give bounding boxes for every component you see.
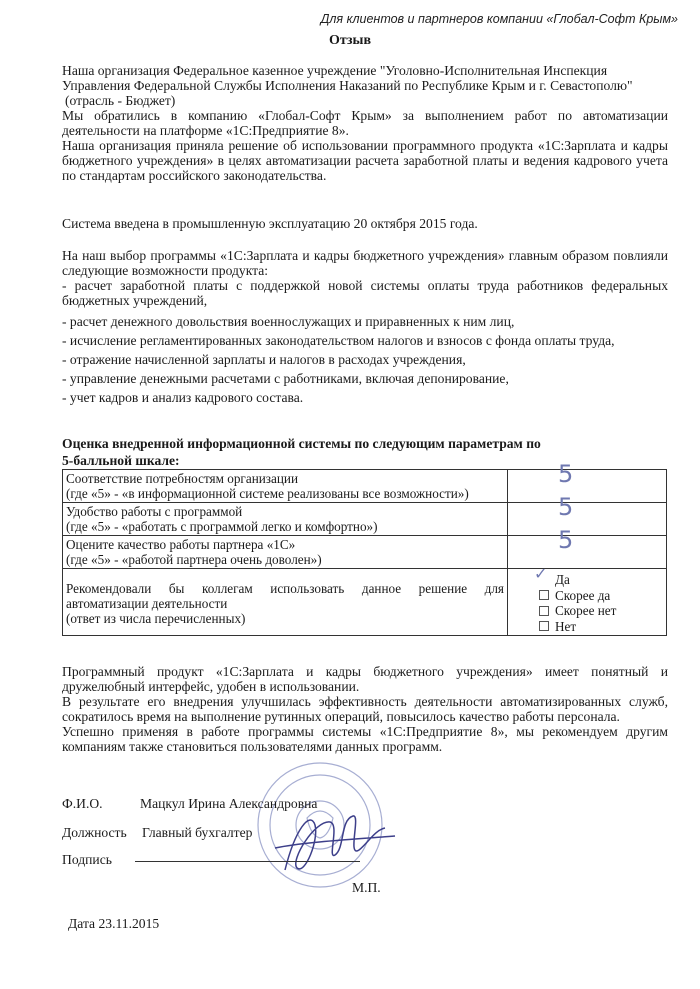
feature-item: - управление денежными расчетами с работниками, включая депонирование, [62, 371, 509, 386]
position-label: Должность [62, 825, 127, 840]
features-lead: На наш выбор программы «1С:Зарплата и кадры бюджетного учреждения» главным образом повлияли следующие возможности продукта: [62, 248, 668, 278]
question-cell [63, 569, 508, 636]
header-note: Для клиентов и партнеров компании «Глобал-Софт Крым» [320, 12, 678, 26]
fio-value: Мацкул Ирина Александровна [140, 796, 318, 811]
question-title: Удобство работы с программой [66, 504, 243, 519]
org-line-3: (отрасль - Бюджет) [65, 93, 176, 108]
feature-item: - отражение начисленной зарплаты и налогов в расходах учреждения, [62, 352, 466, 367]
fio-label: Ф.И.О. [62, 796, 103, 811]
handwritten-score: 5 [558, 460, 574, 488]
option-rather-no[interactable]: Скорее нет [539, 603, 663, 619]
org-line-1: Наша организация Федеральное казенное учреждение "Уголовно-Исполнительная Инспекция [62, 63, 608, 78]
intro-p3: Наша организация приняла решение об использовании программного продукта «1С:Зарплата и кадры бюджетного учреждения» в целях автоматизации расчета заработной платы и ведения кадрового учета по стандартам российского законодательства. [62, 138, 668, 183]
feature-item: - учет кадров и анализ кадрового состава. [62, 390, 304, 405]
feature-item: - расчет денежного довольствия военнослужащих и приравненных к ним лиц, [62, 314, 515, 329]
stamp-icon [235, 750, 415, 895]
intro-date: Система введена в промышленную эксплуатацию 20 октября 2015 года. [62, 216, 478, 231]
handwritten-score: 5 [558, 526, 574, 554]
table-row [63, 503, 667, 536]
feature-item: - исчисление регламентированных законодательством налогов и взносов с фонда оплаты труда, [62, 333, 615, 348]
question-hint: (где «5» - «в информационной системе реализованы все возможности») [66, 486, 469, 501]
table-row [63, 470, 667, 503]
handwritten-score: 5 [558, 493, 574, 521]
question-title: Оцените качество работы партнера «1С» [66, 537, 296, 552]
position-value: Главный бухгалтер [142, 825, 253, 840]
table-row [63, 536, 667, 569]
conclusion-p3: Успешно применяя в работе программы системы «1С:Предприятие 8», мы рекомендуем другим компаниям также становиться пользователями данных программ. [62, 724, 668, 754]
document-title: Отзыв [328, 33, 372, 48]
checkbox-icon [539, 590, 549, 600]
intro-paragraph [62, 63, 668, 183]
option-rather-yes[interactable]: Скорее да [539, 588, 663, 604]
features-block [62, 248, 668, 405]
score-cell [508, 460, 667, 503]
org-line-2: Управления Федеральной Службы Исполнения Наказаний по Республике Крым и г. Севастополю" [62, 78, 633, 93]
question-hint: (ответ из числа перечисленных) [66, 611, 246, 626]
question-cell [63, 536, 508, 569]
rating-heading-1: Оценка внедренной информационной системы по следующим параметрам по [62, 436, 541, 451]
document-date: Дата 23.11.2015 [68, 916, 160, 931]
rating-heading-2: 5-балльной шкале: [62, 453, 180, 468]
score-cell [508, 526, 667, 569]
options-cell [508, 564, 667, 636]
question-hint: (где «5» - «работой партнера очень доволен») [66, 552, 322, 567]
question-hint: (где «5» - «работать с программой легко и комфортно») [66, 519, 378, 534]
intro-p2: Мы обратились в компанию «Глобал-Софт Крым» за выполнением работ по автоматизации деятельности на платформе «1С:Предприятие 8». [62, 108, 668, 138]
question-title: Соответствие потребностям организации [66, 471, 299, 486]
conclusion-p1: Программный продукт «1С:Зарплата и кадры бюджетного учреждения» имеет понятный и дружелюбный интерфейс, удобен в использовании. [62, 664, 668, 694]
option-no[interactable]: Нет [539, 619, 663, 635]
conclusion [62, 664, 668, 754]
conclusion-p2: В результате его внедрения улучшилась эффективность деятельности автоматизированных служб, сократилось время на выполнение рутинных операций, повысилось качество работы персонала. [62, 694, 668, 724]
signature-label: Подпись [62, 852, 112, 867]
question-cell [63, 470, 508, 503]
score-cell [508, 493, 667, 536]
checkbox-icon [539, 606, 549, 616]
checkbox-icon [539, 621, 549, 631]
answer-options [511, 564, 663, 634]
option-yes[interactable]: ✓ Да [534, 564, 570, 587]
signature-line [135, 861, 360, 862]
question-cell [63, 503, 508, 536]
seal-label: М.П. [352, 880, 381, 895]
checkmark-icon: ✓ [534, 564, 548, 583]
question-title: Рекомендовали бы коллегам использовать данное решение для автоматизации деятельности [66, 581, 504, 611]
table-row [63, 569, 667, 636]
feature-item: - расчет заработной платы с поддержкой новой системы оплаты труда работников федеральных бюджетных учреждений, [62, 278, 668, 308]
